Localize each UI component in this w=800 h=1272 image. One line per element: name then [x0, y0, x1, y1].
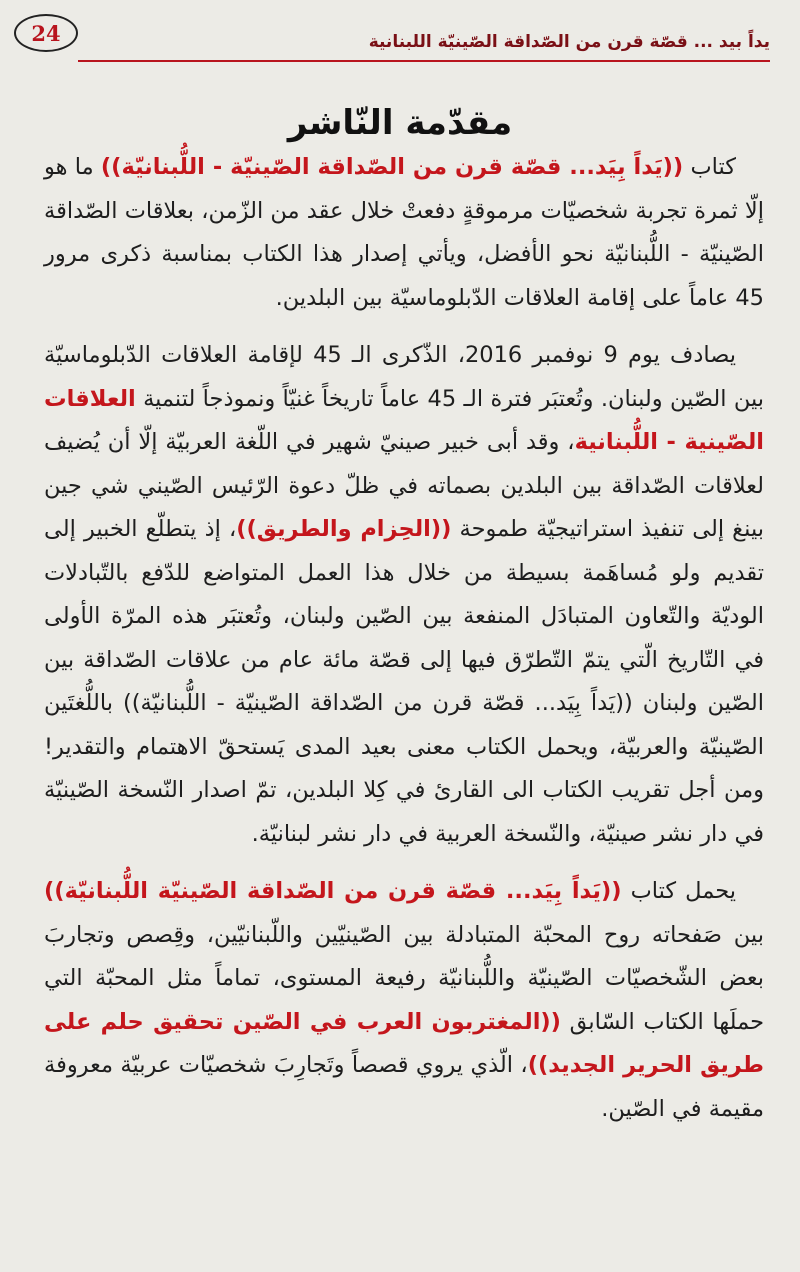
text-run: ما هو إلّا ثمرة تجربة شخصيّات مرموقةٍ دفعتْ خلال عقد من الزّمن، بعلاقات الصّداقة الصّينيّة - اللُّبنانيّة نحو الأفضل، ويأتي إصدار هذا الكتاب بمناسبة ذكرى مرور 45 عاماً على إقامة العلاقات الدّبلوماسيّة بين البلدين.	[44, 154, 764, 311]
text-run: ، إذ يتطلّع الخبير إلى تقديم ولو مُساهَمة بسيطة من خلال هذا العمل المتواضع للدّفع بالتّبادلات الوديّة والتّعاون المتبادَل المنفعة بين الصّين ولبنان، وتُعتبَر هذه المرّة الأولى في التّاريخ الّتي يتمّ التّطرّق فيها إلى قصّة مائة عام من علاقات الصّداقة بين الصّين ولبنان ((يَداً بِيَد... قصّة قرن من الصّداقة الصّينيّة - اللُّبنانيّة)) باللُّغتَين الصّينيّة والعربيّة، ويحمل الكتاب معنى بعيد المدى يَستحقّ الاهتمام والتقدير! ومن أجل تقريب الكتاب الى القارئ في كِلا البلدين، تمّ اصدار النّسخة الصّينيّة في دار نشر صينيّة، والنّسخة العربية في دار نشر لبنانيّة.	[44, 516, 764, 847]
page-header	[14, 10, 770, 56]
text-run: يصادف يوم 9 نوفمبر 2016، الذّكرى الـ 45 لإقامة العلاقات الدّبلوماسيّة بين الصّين ولبنان. وتُعتبَر فترة الـ 45 عاماً تاريخاً غنيّاً ونموذجاً لتنمية	[44, 342, 764, 412]
paragraph-1	[44, 146, 764, 320]
paragraph-3	[44, 870, 764, 1131]
text-run: ، الّذي يروي قصصاً وتَجارِبَ شخصيّات عربيّة معروفة مقيمة في الصّين.	[44, 1052, 764, 1122]
text-run: بين صَفحاته روح المحبّة المتبادلة بين الصّينيّين واللّبنانيّين، وقِصص وتجاربَ بعض الشّخصيّات الصّينيّة واللُّبنانيّة رفيعة المستوى، تماماً مثل المحبّة التي حملَها الكتاب السّابق	[44, 921, 765, 1035]
text-run: كتاب	[683, 154, 736, 180]
body-text	[44, 146, 764, 1145]
highlighted-previous-book: ((المغتربون العرب في الصّين تحقيق حلم على طريق الحرير الجديد))	[44, 1008, 764, 1078]
page-title: مقدّمة النّاشر	[287, 102, 513, 143]
highlighted-phrase: العلاقات الصّينية - اللُّبنانية	[44, 385, 764, 455]
text-run: يحمل كتاب	[621, 878, 736, 904]
page-number: 24	[14, 14, 78, 52]
text-run: ، وقد أبى خبير صينيّ شهير في اللّغة العربيّة إلّا أن يُضيف لعلاقات الصّداقة بين البلدين بصماته في ظلّ دعوة الرّئيس الصّيني شي جين بينغ إلى تنفيذ استراتيجيّة طموحة	[44, 429, 764, 542]
highlighted-initiative: ((الحِزام والطريق))	[236, 516, 452, 542]
highlighted-book-title: ((يَداً بِيَد... قصّة قرن من الصّداقة الصّينيّة - اللُّبنانيّة))	[100, 154, 684, 180]
running-title: يداً بيد ... قصّة قرن من الصّداقة الصّينيّة اللبنانية	[368, 32, 770, 52]
paragraph-2	[44, 334, 764, 856]
header-rule	[78, 60, 770, 62]
highlighted-book-title: ((يَداً بِيَد... قصّة قرن من الصّداقة الصّينيّة اللُّبنانيّة))	[44, 878, 622, 904]
